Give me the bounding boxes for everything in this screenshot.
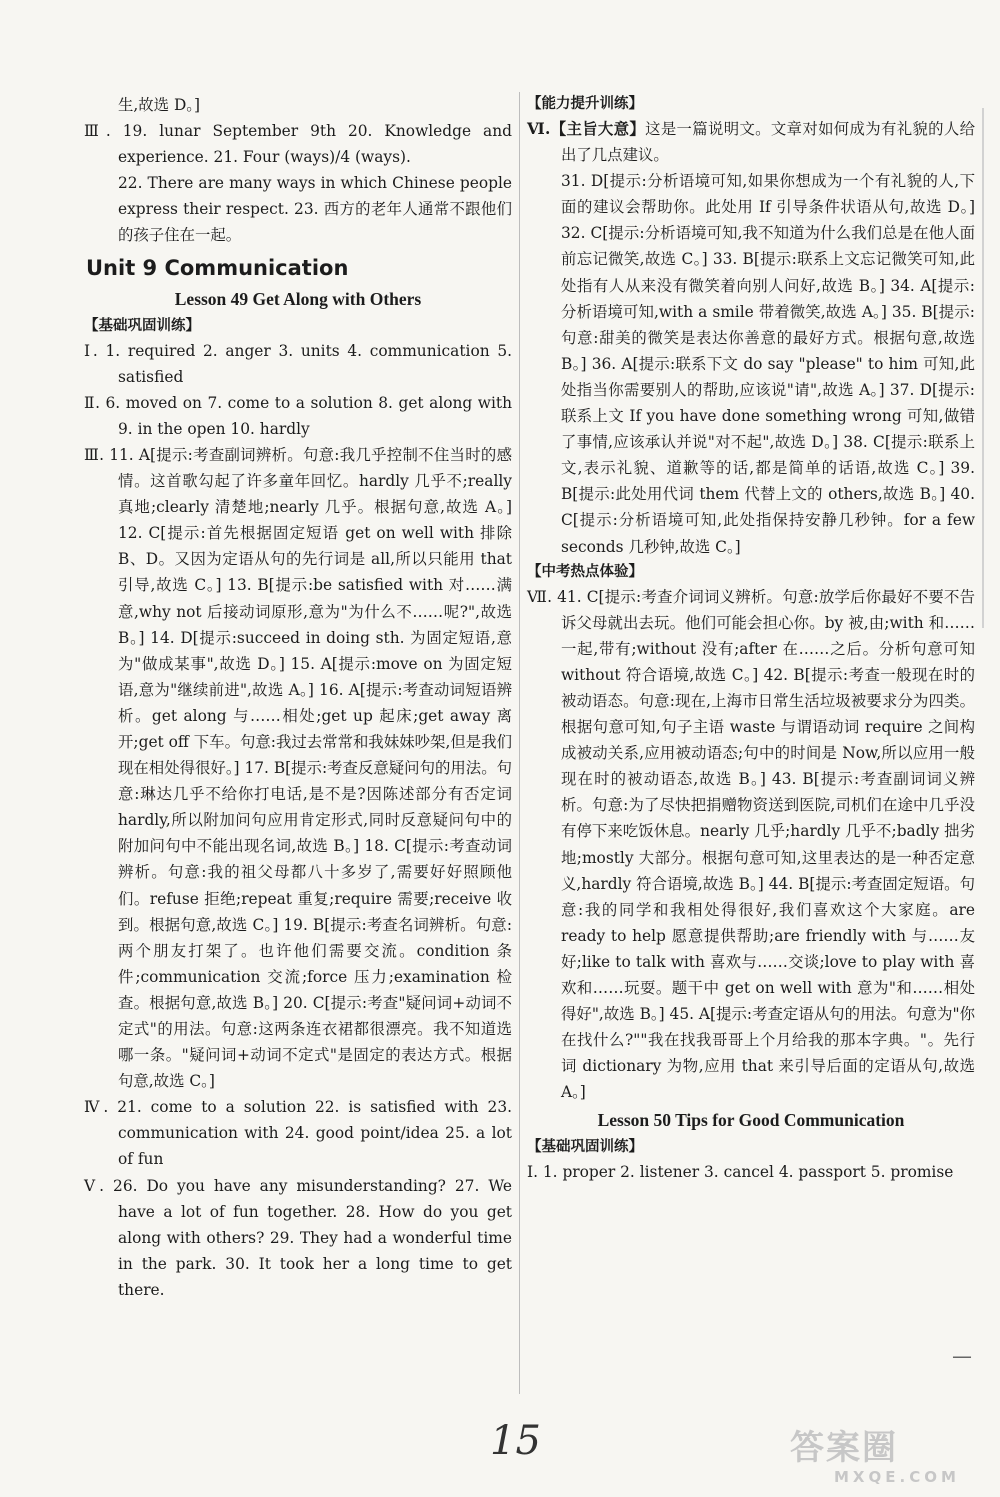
watermark-logo [790,1428,995,1490]
answer-block-vii: Ⅶ. 41. C[提示:考查介词词义辨析。句意:放学后你最好不要不告诉父母就出去玩。他们可能会担心你。by 被,由;with 和……一起,带有;without 没有;after 在……之后。分析句意可知 without 符合语境,故选 C。] 42. B[提示:考查一般现在时的被动语态。句意:现在,上海市日常生活垃圾被要求分为四类。根据句意可知,句子主语 waste 与谓语动词 require 之间构成被动关系,应用被动语态;句中的时间是 Now,所以应用一般现在时的被动语态,故选 B。] 43. B[提示:考查副词词义辨析。句意:为了尽快把捐赠物资送到医院,司机们在途中几乎没有停下来吃饭休息。nearly 几乎;hardly 几乎不;badly 拙劣地;mostly 大部分。根据句意可知,这里表达的是一种否定意义,hardly 符合语境,故选 B。] 44. B[提示:考查固定短语。句意:我的同学和我相处得很好,我们喜欢这个大家庭。are ready to help 愿意提供帮助;are friendly with 与……友好;like to talk with 喜欢与……交谈;love to play with 喜欢和……玩耍。题干中 get on well with 意为"和……相处得好",故选 B。] 45. A[提示:考查定语从句的用法。句意为"你在找什么?""我在找我哥哥上个月给我的那本字典。"。先行词 dictionary 为物,应用 that 来引导后面的定语从句,故选 A。] [527,587,975,1102]
answer-block-iii: Ⅲ. 11. A[提示:考查副词辨析。句意:我几乎控制不住当时的感情。这首歌勾起了许多童年回忆。hardly 几乎不;really 真地;clearly 清楚地;nearly 几乎。根据句意,故选 A。] 12. C[提示:首先根据固定短语 get on well with 排除 B、D。又因为定语从句的先行词是 all,所以只能用 that 引导,故选 C。] 13. B[提示:be satisfied with 对……满意,why not 后接动词原形,意为"为什么不……呢?",故选 B。] 14. D[提示:succeed in doing sth. 为固定短语,意为"做成某事",故选 D。] 15. A[提示:move on 为固定短语,意为"继续前进",故选 A。] 16. A[提示:考查动词短语辨析。get along 与……相处;get up 起床;get away 离开;get off 下车。句意:我过去常常和我妹妹吵架,但是我们现在相处得很好。] 17. B[提示:考查反意疑问句的用法。句意:琳达几乎不给你打电话,是不是?因陈述部分有否定词 hardly,所以附加问句应用肯定形式,同时反意疑问句中的附加问句中不能出现名词,故选 B。] 18. C[提示:考查动词辨析。句意:我的祖父母都八十多岁了,需要好好照顾他们。refuse 拒绝;repeat 重复;require 需要;receive 收到。根据句意,故选 C。] 19. B[提示:考查名词辨析。句意:两个朋友打架了。也许他们需要交流。condition 条件;communication 交流;force 压力;examination 检查。根据句意,故选 B。] 20. C[提示:考查"疑问词+动词不定式"的用法。句意:这两条连衣裙都很漂亮。我不知道选哪一条。"疑问词+动词不定式"是固定的表达方式。根据句意,故选 C。] [84,445,512,1091]
column-divider [519,92,520,1394]
section-basic-training-2: 【基础巩固训练】 [527,1139,643,1156]
answer-block-l50-i: Ⅰ. 1. proper 2. listener 3. cancel 4. passport 5. promise [527,1163,954,1182]
lesson-49-title: Lesson 49 Get Along with Others [174,288,422,309]
binding-edge [982,108,984,628]
answer-block-ii: Ⅱ. 6. moved on 7. come to a solution 8. get along with 9. in the open 10. hardly [84,393,512,438]
left-column [84,92,512,1303]
main-idea-label: Ⅵ.【主旨大意】 [527,120,646,138]
section-basic-training: 【基础巩固训练】 [84,317,200,334]
watermark-main: 答案圈 [790,1428,898,1468]
unit-title: Unit 9 Communication [86,255,349,280]
answer-block-iii-19: Ⅲ. 19. lunar September 9th 20. Knowledge and experience. 21. Four (ways)/4 (ways). [84,122,512,167]
answer-block-v: Ⅴ. 26. Do you have any misunderstanding? 27. We have a lot of fun together. 28. How do you get along with others? 29. They had a wonderful time in the park. 30. It took her a long time to get there. [84,1176,512,1299]
corner-mark: — [952,1344,972,1368]
answer-line-tail: 生,故选 D。] [118,96,200,114]
section-exam-practice: 【中考热点体验】 [527,563,643,580]
section-ability-training: 【能力提升训练】 [527,96,643,112]
watermark-url: MXQE.COM [834,1468,960,1486]
answer-block-iv: Ⅳ. 21. come to a solution 22. is satisfied with 23. communication with 24. good point/idea 25. a lot of fun [84,1098,512,1169]
answer-block-22-23: 22. There are many ways in which Chinese people express their respect. 23. 西方的老年人通常不跟他们的孩子住在一起。 [118,174,512,245]
main-idea-text: 这是一篇说明文。文章对如何成为有礼貌的人给出了几点建议。 [561,120,975,165]
answer-block-vi: 31. D[提示:分析语境可知,如果你想成为一个有礼貌的人,下面的建议会帮助你。此处用 If 引导条件状语从句,故选 D。] 32. C[提示:分析语境可知,我不知道为什么我们总是在他人面前忘记微笑,故选 C。] 33. B[提示:联系上文忘记微笑可知,此处指有人从来没有微笑着向别人问好,故选 B。] 34. A[提示:分析语境可知,with a smile 带着微笑,故选 A。] 35. B[提示:句意:甜美的微笑是表达你善意的最好方式。根据句意,故选 B。] 36. A[提示:联系下文 do say "please" to him 可知,此处指当你需要别人的帮助,应该说"请",故选 A。] 37. D[提示:联系上文 If you have done something wrong 可知,做错了事情,应该承认并说"对不起",故选 D。] 38. C[提示:联系上文,表示礼貌、道歉等的话,都是简单的话语,故选 C。] 39. B[提示:此处用代词 them 代替上文的 others,故选 B。] 40. C[提示:分析语境可知,此处指保持安静几秒钟。for a few seconds 几秒钟,故选 C。] [561,172,975,556]
answer-block-vi-intro [527,116,975,168]
page-number: 15 [490,1418,541,1464]
lesson-50-title: Lesson 50 Tips for Good Communication [597,1110,905,1131]
right-column [527,92,975,1186]
answer-block-i: Ⅰ. 1. required 2. anger 3. units 4. communication 5. satisfied [84,341,512,386]
